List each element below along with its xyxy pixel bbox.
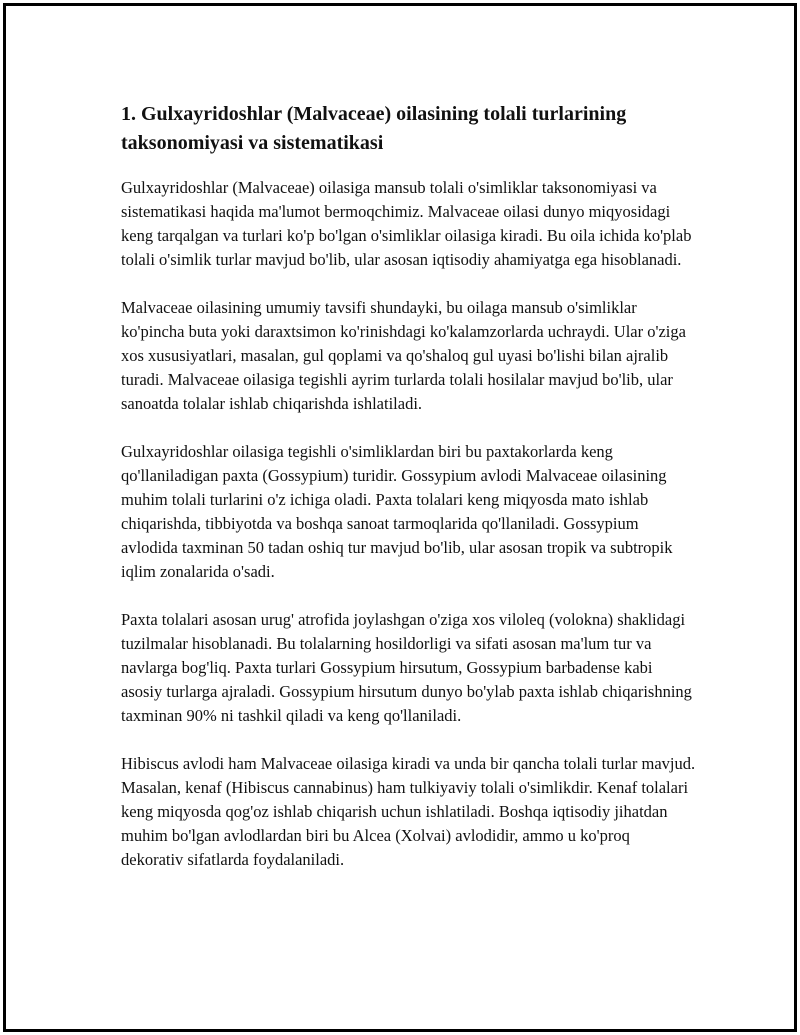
paragraph-3: Gulxayridoshlar oilasiga tegishli o'simliklardan biri bu paxtakorlarda keng qo'llaniladigan paxta (Gossypium) turidir. Gossypium avlodi Malvaceae oilasining muhim tolali turlarini o'z ichiga oladi. Paxta tolalari keng miqyosda mato ishlab chiqarishda, tibbiyotda va boshqa sanoat tarmoqlarida qo'llaniladi. Gossypium avlodida taxminan 50 tadan oshiq tur mavjud bo'lib, ular asosan tropik va subtropik iqlim zonalarida o'sadi.: [121, 442, 673, 581]
document-body: [121, 100, 696, 896]
paragraph-4: Paxta tolalari asosan urug' atrofida joylashgan o'ziga xos viloleq (volokna) shaklidagi tuzilmalar hisoblanadi. Bu tolalarning hosildorligi va sifati asosan ma'lum tur va navlarga bog'liq. Paxta turlari Gossypium hirsutum, Gossypium barbadense kabi asosiy turlarga ajraladi. Gossypium hirsutum dunyo bo'ylab paxta ishlab chiqarishning taxminan 90% ni tashkil qiladi va keng qo'llaniladi.: [121, 610, 692, 725]
document-title: 1. Gulxayridoshlar (Malvaceae) oilasining tolali turlarining taksonomiyasi va sistematikasi: [121, 103, 627, 154]
page-frame: [3, 3, 797, 1032]
paragraph-5: Hibiscus avlodi ham Malvaceae oilasiga kiradi va unda bir qancha tolali turlar mavjud. Masalan, kenaf (Hibiscus cannabinus) ham tulkiyaviy tolali o'simlikdir. Kenaf tolalari keng miqyosda qog'oz ishlab chiqarish uchun ishlatiladi. Boshqa iqtisodiy jihatdan muhim bo'lgan avlodlardan biri bu Alcea (Xolvai) avlodidir, ammo u ko'proq dekorativ sifatlarda foydalaniladi.: [121, 754, 696, 869]
paragraph-1: Gulxayridoshlar (Malvaceae) oilasiga mansub tolali o'simliklar taksonomiyasi va sistematikasi haqida ma'lumot bermoqchimiz. Malvaceae oilasi dunyo miqyosidagi keng tarqalgan va turlari ko'p bo'lgan o'simliklar oilasiga kiradi. Bu oila ichida ko'plab tolali o'simlik turlar mavjud bo'lib, ular asosan iqtisodiy ahamiyatga ega hisoblanadi.: [121, 178, 692, 269]
paragraph-2: Malvaceae oilasining umumiy tavsifi shundayki, bu oilaga mansub o'simliklar ko'pincha buta yoki daraxtsimon ko'rinishdagi ko'kalamzorlarda uchraydi. Ular o'ziga xos xususiyatlari, masalan, gul qoplami va qo'shaloq gul uyasi bo'lishi bilan ajralib turadi. Malvaceae oilasiga tegishli ayrim turlarda tolali hosilalar mavjud bo'lib, ular sanoatda tolalar ishlab chiqarishda ishlatiladi.: [121, 298, 686, 413]
